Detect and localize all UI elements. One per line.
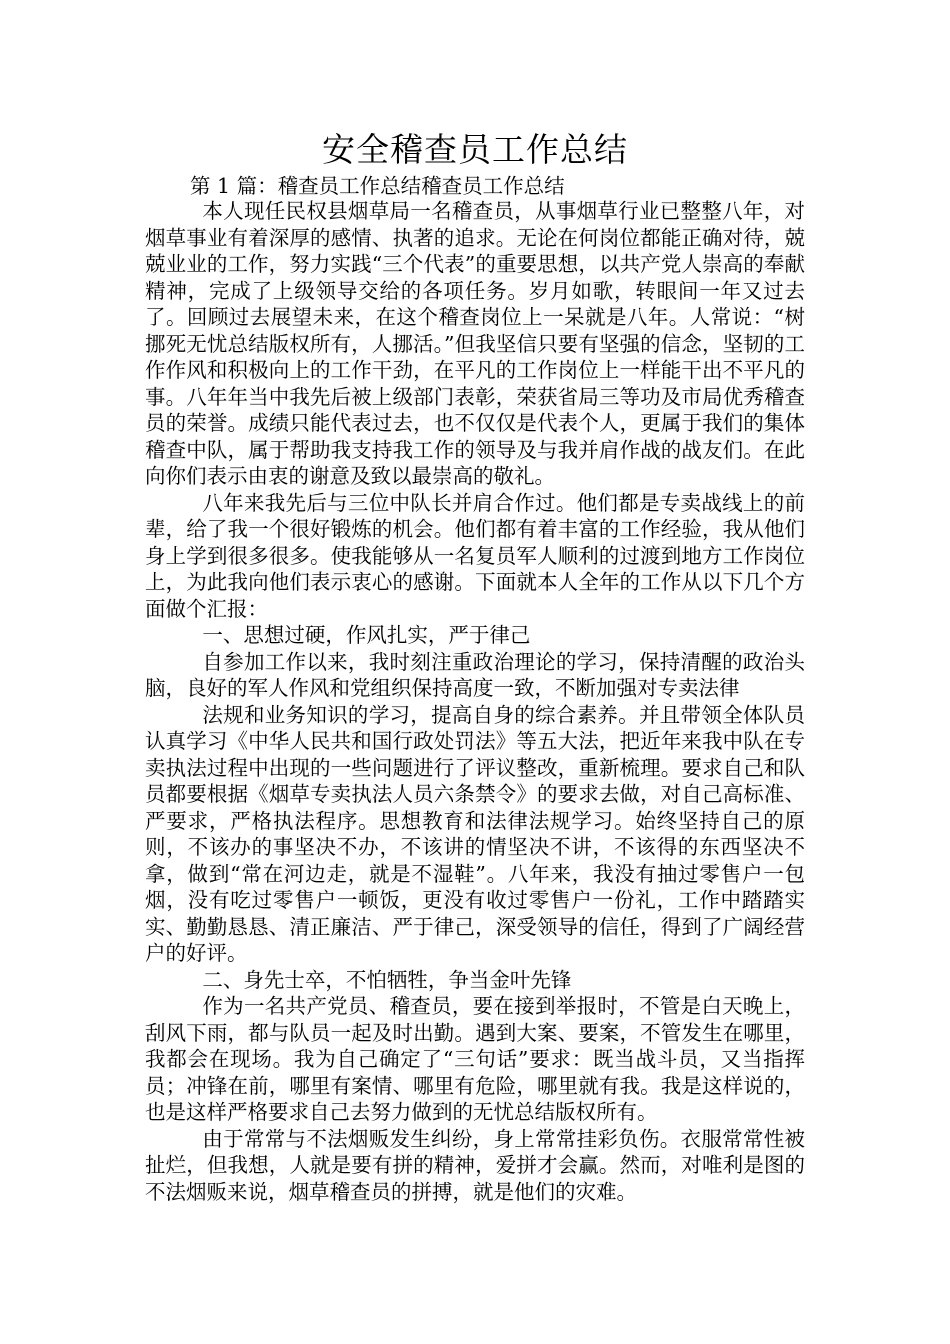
section-heading-2: 二、身先士卒，不怕牺牲，争当金叶先锋	[202, 967, 572, 992]
paragraph-6: 由于常常与不法烟贩发生纠纷，身上常常挂彩负伤。衣服常常性被扯烂，但我想，人就是要有拼的精神，爱拼才会赢。然而，对唯利是图的不法烟贩来说，烟草稽查员的拼搏，就是他们的灾难。	[145, 1126, 805, 1204]
paragraph-3: 自参加工作以来，我时刻注重政治理论的学习，保持清醒的政治头脑，良好的军人作风和党组织保持高度一致，不断加强对专卖法律	[145, 649, 805, 700]
paragraph-1: 本人现任民权县烟草局一名稽查员，从事烟草行业已整整八年，对烟草事业有着深厚的感情、执著的追求。无论在何岗位都能正确对待，兢兢业业的工作，努力实践“三个代表”的重要思想，以共产党人崇高的奉献精神，完成了上级领导交给的各项任务。岁月如歌，转眼间一年又过去了。回顾过去展望未来，在这个稽查岗位上一呆就是八年。人常说：“树挪死无忧总结版权所有，人挪活。”但我坚信只要有坚强的信念，坚韧的工作作风和积极向上的工作干劲，在平凡的工作岗位上一样能干出不平凡的事。八年年当中我先后被上级部门表彰，荣获省局三等功及市局优秀稽查员的荣誉。成绩只能代表过去，也不仅仅是代表个人，更属于我们的集体稽查中队，属于帮助我支持我工作的领导及与我并肩作战的战友们。在此向你们表示由衷的谢意及致以最崇高的敬礼。	[145, 199, 805, 488]
document-title: 安全稽查员工作总结	[322, 130, 628, 169]
section-heading-1: 一、思想过硬，作风扎实，严于律己	[202, 623, 531, 647]
paragraph-5: 作为一名共产党员、稽查员，要在接到举报时，不管是白天晚上，刮风下雨，都与队员一起及时出勤。遇到大案、要案，不管发生在哪里，我都会在现场。我为自己确定了“三句话”要求：既当战斗员，又当指挥员；冲锋在前，哪里有案情、哪里有危险，哪里就有我。我是这样说的，也是这样严格要求自己去努力做到的无忧总结版权所有。	[145, 994, 805, 1124]
paragraph-2: 八年来我先后与三位中队长并肩合作过。他们都是专卖战线上的前辈，给了我一个很好锻炼的机会。他们都有着丰富的工作经验，我从他们身上学到很多很多。使我能够从一名复员军人顺利的过渡到地方工作岗位上，为此我向他们表示衷心的感谢。下面就本人全年的工作从以下几个方面做个汇报：	[145, 490, 805, 621]
document-subtitle: 第 1 篇：稽查员工作总结稽查员工作总结	[190, 174, 565, 198]
document-body	[145, 198, 805, 1205]
paragraph-4: 法规和业务知识的学习，提高自身的综合素养。并且带领全体队员认真学习《中华人民共和国行政处罚法》等五大法，把近年来我中队在专卖执法过程中出现的一些问题进行了评议整改，重新梳理。要求自己和队员都要根据《烟草专卖执法人员六条禁令》的要求去做，对自己高标准、严要求，严格执法程序。思想教育和法律法规学习。始终坚持自己的原则，不该办的事坚决不办，不该讲的情坚决不讲，不该得的东西坚决不拿，做到“常在河边走，就是不湿鞋”。八年来，我没有抽过零售户一包烟，没有吃过零售户一顿饭，更没有收过零售户一份礼，工作中踏踏实实、勤勤恳恳、清正廉洁、严于律己，深受领导的信任，得到了广阔经营户的好评。	[145, 702, 805, 965]
